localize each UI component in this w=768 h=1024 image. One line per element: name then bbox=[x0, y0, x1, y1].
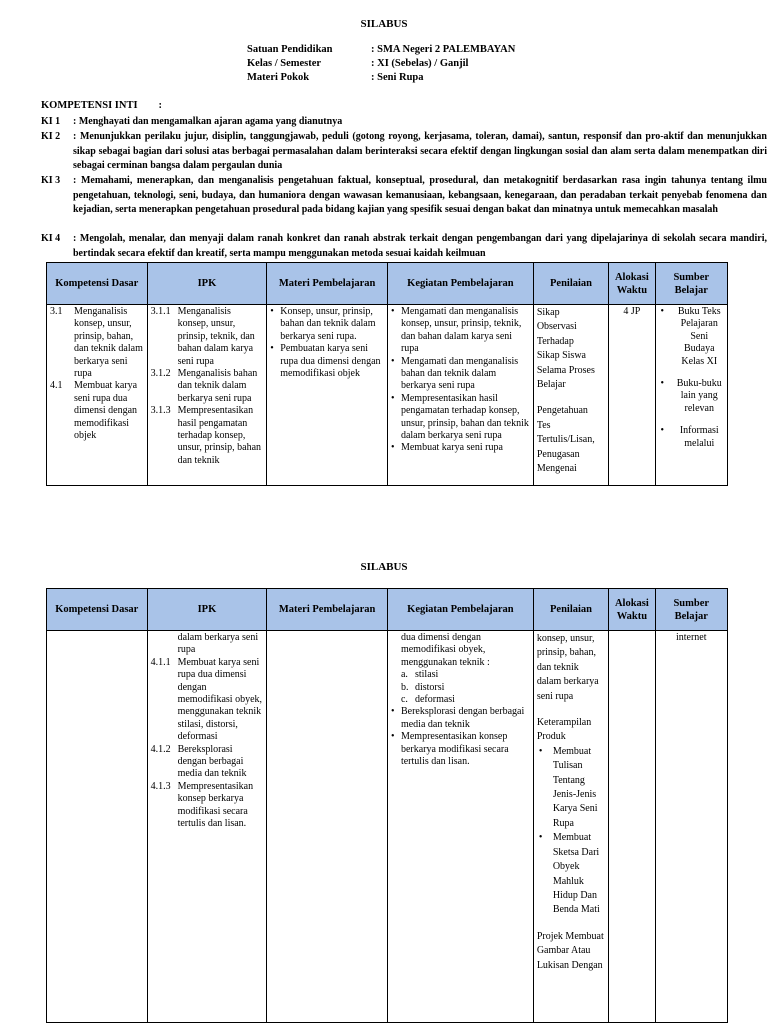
ki-code: KI 3 bbox=[41, 175, 61, 186]
ki-code: KI 1 bbox=[41, 116, 61, 127]
ki-text: : Mengolah, menalar, dan menyaji dalam ranah konkret dan ranah abstrak terkait dengan pengembangan dari yang dipelajarinya di sekolah secara mandiri, bertindak secara efektif dan kreatif, serta mampu menggunakan metoda sesuai kaidah keilmuan bbox=[73, 233, 767, 259]
header-penilaian: Penilaian bbox=[533, 263, 608, 305]
ki-code: KI 2 bbox=[41, 131, 61, 142]
list-item: • Pembuatan karya seni rupa dua dimensi dengan memodifikasi objek bbox=[270, 343, 384, 380]
header-materi: Materi Pembelajaran bbox=[267, 263, 388, 305]
list-item: • Bereksplorasi dengan berbagai media dan teknik bbox=[391, 706, 530, 731]
cell-materi bbox=[267, 305, 388, 486]
cell-alokasi bbox=[609, 631, 655, 1023]
list-item: • Mengamati dan menganalisis bahan dan teknik dalam berkarya seni rupa bbox=[391, 356, 530, 393]
header-materi: Materi Pembelajaran bbox=[267, 589, 388, 631]
info-value: : XI (Sebelas) / Ganjil bbox=[371, 58, 469, 69]
info-label: Materi Pokok bbox=[247, 72, 310, 83]
table-row bbox=[47, 305, 728, 486]
header-sumber: Sumber Belajar bbox=[655, 263, 727, 305]
cell-ipk: dalam berkarya seni rupa 4.1.1 Membuat karya seni rupa dua dimensi dengan memodifikasi obyek, menggunakan teknik stilasi, distorsi, deformasi 4.1.2 Bereksplorasi dengan berbagai media dan teknik 4.1.3 Mempresentasikan konsep berkarya modifikasi secara tertulis dan lisan. bbox=[147, 631, 267, 1023]
ki-item bbox=[41, 174, 768, 234]
header-penilaian: Penilaian bbox=[533, 589, 608, 631]
ki-item bbox=[41, 115, 768, 131]
header-ipk: IPK bbox=[147, 263, 267, 305]
list-item: • Buku-buku lain yang relevan bbox=[659, 378, 724, 415]
ki-item bbox=[41, 232, 768, 262]
cell-alokasi: 4 JP bbox=[609, 305, 655, 486]
cell-kegiatan: dua dimensi dengan memodifikasi obyek, menggunakan teknik : a. stilasi b. distorsi c. deformasi • Bereksplorasi dengan berbagai media dan teknik • Mempresentasikan konsep berkarya modifikasi secara tertulis dan lisan. bbox=[387, 631, 533, 1023]
header-sumber: Sumber Belajar bbox=[655, 589, 727, 631]
list-item: • Buku Teks Pelajaran Seni Budaya Kelas XI bbox=[659, 306, 724, 368]
table-header-row bbox=[47, 589, 728, 631]
list-item: • Mempresentasikan konsep berkarya modifikasi secara tertulis dan lisan. bbox=[391, 731, 530, 768]
list-item: • Konsep, unsur, prinsip, bahan dan teknik dalam berkarya seni rupa. bbox=[270, 306, 384, 343]
header-kompetensi-dasar: Kompetensi Dasar bbox=[47, 263, 148, 305]
list-item: • Membuat karya seni rupa bbox=[391, 442, 530, 454]
list-item: • Mengamati dan menganalisis konsep, unsur, prinsip, teknik, dan bahan dalam karya seni rupa bbox=[391, 306, 530, 356]
ki-text: : Memahami, menerapkan, dan menganalisis pengetahuan faktual, konseptual, prosedural, dan metakognitif berdasarkan rasa ingin tahunya tentang ilmu pengetahuan, teknologi, seni, budaya, dan humaniora dengan wawasan kemanusiaan, kebangsaan, kenegaraan, dan peradaban terkait penyebab fenomena dan kejadian, serta menerapkan pengetahuan prosedural pada bidang kajian yang spesifik sesuai dengan bakat dan minatnya untuk memecahkan masalah bbox=[73, 175, 767, 215]
info-value: : Seni Rupa bbox=[371, 72, 424, 83]
syllabus-table-2 bbox=[46, 588, 728, 1023]
syllabus-table-1 bbox=[46, 262, 728, 486]
info-label: Kelas / Semester bbox=[247, 58, 322, 69]
cell-kompetensi-dasar: 3.1 Menganalisis konsep, unsur, prinsip, bahan, dan teknik dalam berkarya seni rupa 4.1 Membuat karya seni rupa dua dimensi dengan memodifikasi objek bbox=[47, 305, 148, 486]
cell-kegiatan bbox=[387, 305, 533, 486]
info-label: Satuan Pendidikan bbox=[247, 44, 333, 55]
ki-item bbox=[41, 130, 768, 175]
ki-text: : Menghayati dan mengamalkan ajaran agama yang dianutnya bbox=[73, 116, 343, 127]
cell-penilaian: Sikap Observasi Terhadap Sikap Siswa Selama Proses Belajar Pengetahuan Tes Tertulis/Lisan, Penugasan Mengenai bbox=[533, 305, 608, 486]
header-kegiatan: Kegiatan Pembelajaran bbox=[387, 589, 533, 631]
info-value: : SMA Negeri 2 PALEMBAYAN bbox=[371, 44, 516, 55]
list-item: • Membuat Sketsa Dari Obyek Mahluk Hidup Dan Benda Mati bbox=[537, 831, 605, 917]
ki-text: : Menunjukkan perilaku jujur, disiplin, tanggungjawab, peduli (gotong royong, kerjasama, toleran, damai), santun, responsif dan pro-aktif dan menunjukkan sikap sebagai bagian dari solusi atas berbagai permasalahan dalam berinteraksi secara efektif dengan lingkungan sosial dan alam serta dalam menempatkan diri sebagai cerminan bangsa dalam pergaulan dunia bbox=[73, 131, 767, 171]
header-kompetensi-dasar: Kompetensi Dasar bbox=[47, 589, 148, 631]
page-title: SILABUS bbox=[360, 561, 408, 573]
header-alokasi: Alokasi Waktu bbox=[609, 263, 655, 305]
ki-heading: KOMPETENSI INTI : bbox=[41, 100, 163, 111]
table-header-row bbox=[47, 263, 728, 305]
list-item: • Membuat Tulisan Tentang Jenis-Jenis Karya Seni Rupa bbox=[537, 745, 605, 831]
cell-sumber: internet bbox=[655, 631, 727, 1023]
list-item: • Informasi melalui bbox=[659, 425, 724, 450]
cell-sumber bbox=[655, 305, 727, 486]
cell-kompetensi-dasar bbox=[47, 631, 148, 1023]
page-title: SILABUS bbox=[360, 18, 408, 30]
ki-code: KI 4 bbox=[41, 233, 61, 244]
header-kegiatan: Kegiatan Pembelajaran bbox=[387, 263, 533, 305]
cell-materi bbox=[267, 631, 388, 1023]
table-row bbox=[47, 631, 728, 1023]
list-item: • Mempresentasikan hasil pengamatan terhadap konsep, unsur, prinsip, bahan dan teknik dalam berkarya seni rupa bbox=[391, 393, 530, 443]
school-info bbox=[247, 43, 647, 87]
header-ipk: IPK bbox=[147, 589, 267, 631]
cell-penilaian: konsep, unsur, prinsip, bahan, dan teknik dalam berkarya seni rupa Keterampilan Produk • Membuat Tulisan Tentang Jenis-Jenis Karya Seni Rupa • Membuat Sketsa Dari Obyek Mahluk Hidup Dan Benda Mati Projek Membuat Gambar Atau Lukisan Dengan bbox=[533, 631, 608, 1023]
cell-ipk: 3.1.1 Menganalisis konsep, unsur, prinsip, teknik, dan bahan dalam karya seni rupa 3.1.2 Menganalisis bahan dan teknik dalam berkarya seni rupa 3.1.3 Mempresentasikan hasil pengamatan terhadap konsep, unsur, prinsip, bahan dan teknik bbox=[147, 305, 267, 486]
header-alokasi: Alokasi Waktu bbox=[609, 589, 655, 631]
